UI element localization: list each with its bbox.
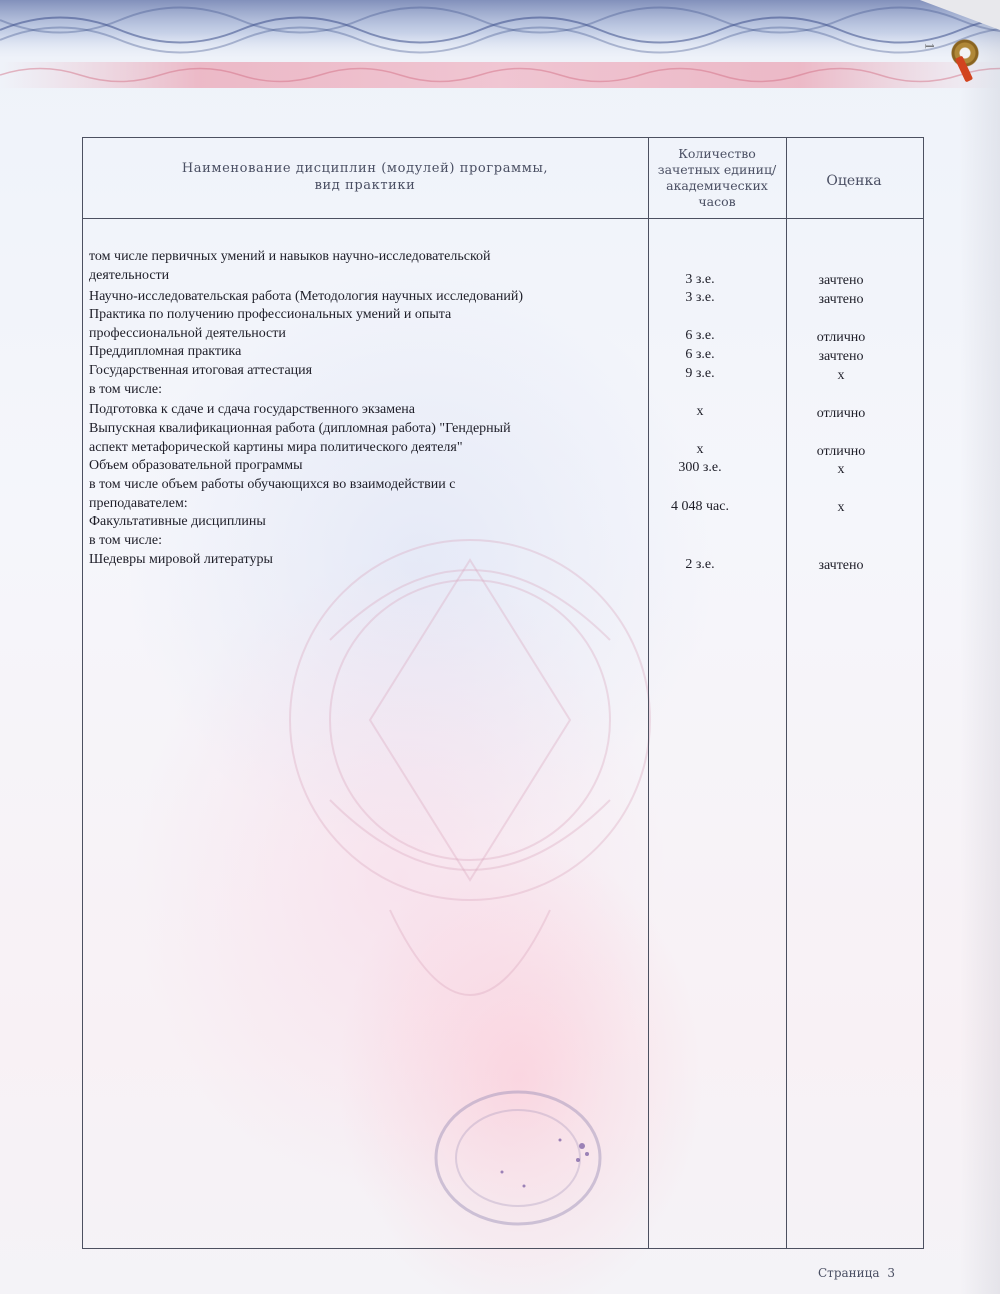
header-credits-line: часов — [698, 194, 736, 209]
row-name-line: преподавателем: — [89, 495, 188, 511]
header-name-line: Наименование дисциплин (модулей) программы, — [181, 161, 549, 176]
row-credits: 300 з.е. — [678, 460, 722, 475]
row-name-line: в том числе: — [89, 533, 162, 548]
row-name-line: Шедевры мировой литературы — [89, 552, 273, 567]
table-row — [89, 401, 634, 420]
table-row — [89, 362, 634, 381]
row-credits: х — [696, 442, 704, 457]
table-row — [89, 306, 634, 343]
table-row — [89, 513, 634, 532]
header-divider — [82, 218, 924, 219]
header-credits-line: академических — [666, 178, 768, 193]
table-row — [89, 457, 634, 476]
row-name-line: Практика по получению профессиональных умений и опыта — [89, 307, 452, 322]
table-row — [89, 420, 634, 457]
row-credits: 2 з.е. — [685, 557, 715, 572]
page-footer — [818, 1266, 895, 1280]
corner-fold — [920, 0, 1000, 30]
table-row — [89, 343, 634, 362]
column-divider — [648, 137, 649, 1249]
row-credits: 3 з.е. — [685, 290, 715, 305]
page-marker: 1 — [922, 42, 938, 50]
row-grade: отлично — [816, 330, 866, 345]
header-name-line: вид практики — [314, 178, 416, 193]
row-name-line: Выпускная квалификационная работа (дипломная работа) "Гендерный — [89, 421, 511, 436]
table-row — [89, 532, 634, 551]
header-grade: Оценка — [826, 173, 882, 189]
page-edge-shadow — [960, 0, 1000, 1294]
row-name-line: Факультативные дисциплины — [89, 514, 266, 529]
table-row — [89, 476, 634, 513]
row-name-line: в том числе объем работы обучающихся во взаимодействии с — [89, 477, 456, 492]
row-name-line: Преддипломная практика — [89, 344, 242, 359]
header-credits-line: Количество — [678, 146, 756, 161]
header-credits — [648, 146, 786, 210]
row-grade: х — [837, 368, 845, 383]
row-name-line: том числе первичных умений и навыков научно-исследовательской — [89, 249, 491, 264]
row-name-line: аспект метафорической картины мира политического деятеля" — [89, 439, 463, 455]
row-grade: зачтено — [818, 349, 864, 364]
row-grade: отлично — [816, 406, 866, 421]
table-row — [89, 248, 634, 285]
row-grade: зачтено — [818, 292, 864, 307]
row-name-line: в том числе: — [89, 382, 162, 397]
row-credits: 3 з.е. — [685, 272, 715, 287]
header-credits-line: зачетных единиц/ — [657, 162, 777, 177]
row-grade: х — [837, 462, 845, 477]
row-grade: отлично — [816, 444, 866, 459]
row-credits: х — [696, 404, 704, 419]
row-name-line: Научно-исследовательская работа (Методология научных исследований) — [89, 289, 523, 304]
row-grade: зачтено — [818, 558, 864, 573]
page-number: 3 — [887, 1266, 895, 1280]
row-name-line: Объем образовательной программы — [89, 458, 303, 473]
row-grade: зачтено — [818, 273, 864, 288]
row-grade: х — [837, 500, 845, 515]
row-name-line: Государственная итоговая аттестация — [89, 363, 313, 378]
row-name-line: профессиональной деятельности — [89, 325, 286, 341]
guilloche-header-pattern — [0, 0, 1000, 110]
row-credits: 6 з.е. — [685, 328, 715, 343]
stamp-seal — [432, 1088, 604, 1228]
footer-label: Страница — [818, 1266, 880, 1280]
row-credits: 9 з.е. — [685, 366, 715, 381]
table-row — [89, 381, 634, 400]
row-name-line: Подготовка к сдаче и сдача государственного экзамена — [89, 402, 415, 417]
header-discipline-name — [120, 160, 610, 194]
table-row — [89, 288, 634, 307]
row-name-line: деятельности — [89, 267, 170, 283]
row-credits: 4 048 час. — [671, 499, 729, 514]
table-row — [89, 551, 634, 570]
row-credits: 6 з.е. — [685, 347, 715, 362]
